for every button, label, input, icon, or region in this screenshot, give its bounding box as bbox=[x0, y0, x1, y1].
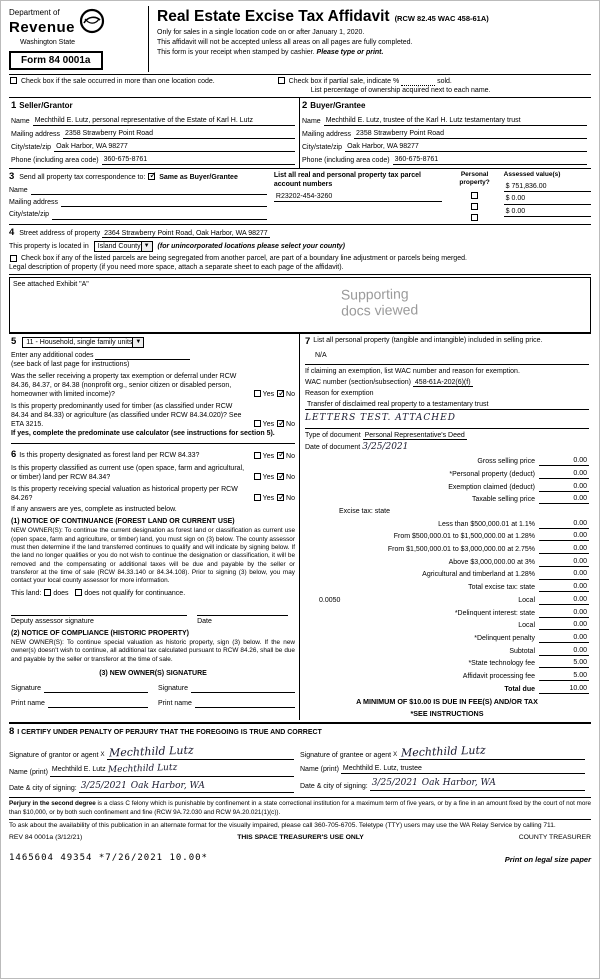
tax-line-value[interactable]: 0.00 bbox=[539, 595, 589, 605]
rcw-reference: (RCW 82.45 WAC 458-61A) bbox=[394, 14, 489, 23]
s6q3-no-checkbox[interactable] bbox=[277, 494, 284, 501]
grantor-date-handwriting: 3/25/2021 bbox=[80, 780, 127, 791]
tax-line-label: *Personal property (deduct) bbox=[449, 470, 535, 478]
land-does-checkbox[interactable] bbox=[44, 589, 51, 596]
s6q1-yes-checkbox[interactable] bbox=[254, 452, 261, 459]
tax-correspondence-section bbox=[9, 169, 591, 225]
seller-mailing-label: Mailing address bbox=[11, 130, 61, 138]
s6q2-yes-checkbox[interactable] bbox=[254, 473, 261, 480]
top-check-row bbox=[9, 74, 591, 98]
notice-compliance-title: (2) NOTICE OF COMPLIANCE (HISTORIC PROPERTY) bbox=[11, 629, 189, 637]
grantor-signature-handwriting: Mechthild Lutz bbox=[108, 743, 194, 760]
doc-type-value[interactable]: Personal Representative's Deed bbox=[364, 431, 465, 439]
certify-statement: I CERTIFY UNDER PENALTY OF PERJURY THAT THE FOREGOING IS TRUE AND CORRECT bbox=[17, 729, 322, 737]
tax-line-label: Subtotal bbox=[509, 647, 535, 655]
predominate-use-note: If yes, complete the predominate use calculator (see instructions for section 5). bbox=[11, 430, 275, 438]
grantee-date-handwriting: 3/25/2021 bbox=[371, 778, 418, 789]
section5-number: 5 bbox=[11, 336, 17, 348]
seller-name-value[interactable]: Mechthild E. Lutz, personal representative of the Estate of Karl H. Lutz bbox=[33, 116, 295, 126]
personal-property-checkbox-1[interactable] bbox=[471, 192, 478, 199]
buyer-city-label: City/state/zip bbox=[302, 143, 343, 151]
s5q1-yes-checkbox[interactable] bbox=[254, 390, 261, 397]
buyer-grantee-section bbox=[300, 98, 591, 168]
minimum-due-note: A MINIMUM OF $10.00 IS DUE IN FEE(S) AND/OR TAX bbox=[356, 696, 538, 706]
seller-title: Seller/Grantor bbox=[19, 101, 73, 111]
s5q1-no-checkbox[interactable] bbox=[277, 390, 284, 397]
tax-line-value[interactable]: 0.00 bbox=[539, 557, 589, 567]
chevron-down-icon: ▼ bbox=[132, 338, 143, 347]
assessed-values-header: Assessed value(s) bbox=[503, 170, 561, 178]
deputy-assessor-signature-line[interactable] bbox=[11, 607, 187, 616]
seller-city-label: City/state/zip bbox=[11, 143, 52, 151]
doc-date-value[interactable]: 3/25/2021 bbox=[362, 441, 409, 452]
tax-line-label: From $500,000.01 to $1,500,000.00 at 1.28% bbox=[393, 533, 535, 541]
buyer-phone-value[interactable]: 360-675-8761 bbox=[393, 155, 587, 165]
section7-number: 7 bbox=[305, 336, 311, 348]
grantor-name-line[interactable] bbox=[50, 764, 294, 777]
tax-line-label: Above $3,000,000.00 at 3% bbox=[448, 558, 535, 566]
buyer-mailing-label: Mailing address bbox=[302, 130, 352, 138]
grantee-date-city-label: Date & city of signing: bbox=[300, 782, 368, 790]
seller-grantor-section bbox=[9, 98, 300, 168]
reason-exemption-value[interactable]: Transfer of disclaimed real property to a testamentary trust bbox=[305, 400, 589, 410]
s5q2-no-checkbox[interactable] bbox=[277, 420, 284, 427]
grantee-name-line[interactable] bbox=[341, 764, 585, 774]
tax-line-label: Local bbox=[518, 622, 535, 630]
letters-test-handwriting: LETTERS TEST. ATTACHED bbox=[305, 413, 456, 424]
certification-section bbox=[9, 722, 591, 795]
owner-print-name-label-1: Print name bbox=[11, 700, 45, 708]
seller-mailing-value[interactable]: 2358 Strawberry Point Road bbox=[63, 129, 295, 139]
form-header bbox=[9, 6, 591, 74]
personal-property-checkbox-2[interactable] bbox=[471, 203, 478, 210]
deputy-date-label: Date bbox=[197, 617, 212, 625]
owner-signature-label-2: Signature bbox=[158, 685, 188, 693]
personal-property-checkbox-3[interactable] bbox=[471, 214, 478, 221]
grantor-date-city-label: Date & city of signing: bbox=[9, 785, 77, 793]
timber-agriculture-question: Is this property predominantly used for timber (as classified under RCW 84.34 and 84.33) or agriculture (as classified under RCW 84.34.020)? See ETA 3215. bbox=[11, 403, 242, 429]
cashier-stamp: 1465604 49354 *7/26/2021 10.00* bbox=[9, 853, 208, 864]
see-instructions-note: *SEE INSTRUCTIONS bbox=[410, 709, 484, 719]
ownership-percentage-note: List percentage of ownership acquired next to each name. bbox=[310, 87, 491, 95]
corr-name-input[interactable] bbox=[31, 187, 267, 195]
correspondence-intro: Send all property tax correspondence to: bbox=[19, 173, 146, 181]
section2-number: 2 bbox=[302, 100, 308, 112]
land-use-code-value: 11 - Household, single family units bbox=[26, 339, 133, 347]
grantor-name-print: Mechthild E. Lutz bbox=[51, 766, 106, 774]
corr-mailing-label: Mailing address bbox=[9, 199, 59, 207]
header-note-3: This form is your receipt when stamped by cashier. Please type or print. bbox=[157, 49, 384, 57]
owner-print-name-line-1[interactable] bbox=[48, 700, 148, 708]
corr-mailing-input[interactable] bbox=[61, 199, 267, 207]
s6q3-yes-checkbox[interactable] bbox=[254, 494, 261, 501]
form-number: Form 84 0001a bbox=[9, 51, 103, 70]
tax-line-value[interactable]: 0.00 bbox=[539, 582, 589, 592]
section4-number: 4 bbox=[9, 226, 15, 238]
left-column bbox=[9, 334, 300, 720]
grantee-city-handwriting: Oak Harbor, WA bbox=[421, 778, 496, 789]
s6q1-no-checkbox[interactable] bbox=[277, 452, 284, 459]
owner-signature-line-2[interactable] bbox=[191, 685, 295, 693]
grantor-sig-label: Signature of grantor or agent bbox=[9, 752, 99, 759]
land-use-section: 5 11 - Household, single family units ▼ Enter any additional codes (see back of last page for instructions) Was the seller receiving a property tax exemption or deferral under RCW 84.36, 84.37, or 84.38 (nonprofit org., senior citizen or disabled person, homeowner with limited income)? Yes ✓ No Is this property predominantly used for timber (as classified under RCW 84.34 and 84.33) or agriculture (as classified under RCW 84.34.020)? See ETA 3215. Yes ✓ No If yes, complete the predominate use calculator (see instructions for section 5). bbox=[11, 336, 295, 438]
section1-number: 1 bbox=[11, 100, 17, 112]
seller-name-label: Name bbox=[11, 117, 30, 125]
tax-line-label: Gross selling price bbox=[477, 458, 535, 466]
grantee-name-print: Mechthild E. Lutz, trustee bbox=[342, 765, 422, 773]
tax-line-label: Total excise tax: state bbox=[468, 584, 535, 592]
grantee-sig-label: Signature of grantee or agent bbox=[300, 752, 392, 759]
header-note-2: This affidavit will not be accepted unless all areas on all pages are fully completed. bbox=[157, 39, 413, 47]
dor-logo-icon bbox=[79, 8, 105, 37]
parties-section bbox=[9, 98, 591, 169]
chevron-down-icon: ▼ bbox=[141, 242, 152, 251]
seller-phone-label: Phone (including area code) bbox=[11, 156, 99, 164]
notice-continuance-body: NEW OWNER(S): To continue the current designation as forest land or classification as current use (open space, farm and agriculture, or timber) land, you must sign on (3) below. The county assessor must then determine if the land transferred continues to qualify and will indicate by signing below. If the land no longer qualifies or you do not wish to continue the designation or classification, it will be removed and the compensating or additional taxes will be due and payable by the seller or transferor at the time of sale (RCW 84.33.140 or 84.34.108). Prior to signing (3) below, you may contact your local county assessor for more information. bbox=[11, 527, 295, 585]
located-in-label: This property is located in bbox=[9, 243, 89, 251]
county-dropdown[interactable] bbox=[94, 241, 153, 252]
same-as-buyer-label: Same as Buyer/Grantee bbox=[159, 173, 238, 181]
header-note-1: Only for sales in a single location code on or after January 1, 2020. bbox=[157, 29, 365, 37]
wac-number-value[interactable]: 458-61A-202(6)(f) bbox=[414, 378, 471, 386]
corr-city-input[interactable] bbox=[52, 212, 267, 220]
deputy-date-line[interactable] bbox=[197, 607, 288, 616]
grantee-name-label: Name (print) bbox=[300, 766, 339, 774]
tax-line-value[interactable]: 0.00 bbox=[539, 544, 589, 554]
tax-line-label: From $1,500,000.01 to $3,000,000.00 at 2.75% bbox=[387, 546, 535, 554]
tax-computation-table bbox=[305, 456, 589, 693]
tax-line-label: Exemption claimed (deduct) bbox=[448, 483, 535, 491]
grantee-signature-line[interactable] bbox=[399, 745, 585, 760]
partial-sale-percent-input[interactable] bbox=[401, 78, 435, 86]
county-treasurer-label: COUNTY TREASURER bbox=[518, 834, 591, 842]
local-rate-value: 0.0050 bbox=[319, 596, 341, 604]
signature-x-mark: X bbox=[393, 752, 398, 759]
assessed-value-1[interactable]: $ 751,836.00 bbox=[504, 182, 591, 192]
rev-form-code: REV 84 0001a (3/12/21) bbox=[9, 834, 83, 842]
tax-line-value[interactable]: 0.00 bbox=[539, 646, 589, 656]
deputy-assessor-label: Deputy assessor signature bbox=[11, 617, 94, 625]
county-note: (for unincorporated locations please select your county) bbox=[157, 243, 346, 251]
tax-line-label: Affidavit processing fee bbox=[462, 672, 535, 680]
agency-block bbox=[9, 6, 149, 72]
multi-location-checkbox[interactable] bbox=[10, 77, 17, 84]
grantor-city-handwriting: Oak Harbor, WA bbox=[130, 780, 205, 791]
s6q2-no-checkbox[interactable] bbox=[277, 473, 284, 480]
street-address-label: Street address of property bbox=[19, 229, 101, 237]
legal-description-label: Legal description of property (if you need more space, attach a separate sheet to each page of the affidavit). bbox=[9, 264, 344, 272]
notice-compliance-body: NEW OWNER(S): To continue special valuation as historic property, sign (3) below. If the new owner(s) doesn't wish to continue, all additional tax calculated pursuant to RCW 84.26, shall be due and payable by the seller or transferor at the time of sale. bbox=[11, 639, 295, 663]
tax-line-value[interactable]: 0.00 bbox=[539, 633, 589, 643]
tax-line-label: *Delinquent penalty bbox=[474, 634, 535, 642]
buyer-name-label: Name bbox=[302, 117, 321, 125]
current-use-question: Is this property classified as current use (open space, farm and agricultural, or timber) land per RCW 84.34? bbox=[11, 464, 245, 482]
additional-codes-label: Enter any additional codes bbox=[11, 351, 94, 359]
multi-location-label: Check box if the sale occurred in more than one location code. bbox=[20, 77, 215, 85]
grantor-signature-line[interactable] bbox=[107, 745, 294, 760]
tax-line-label: Local bbox=[518, 596, 535, 604]
reason-exemption-label: Reason for exemption bbox=[305, 390, 374, 398]
tax-line-value[interactable]: 0.00 bbox=[539, 620, 589, 630]
personal-property-header: Personal property? bbox=[459, 170, 490, 187]
owner-signature-label-1: Signature bbox=[11, 685, 41, 693]
personal-property-list-label: List all personal property (tangible and intangible) included in selling price. bbox=[313, 337, 543, 345]
tax-line-value[interactable]: 0.00 bbox=[539, 482, 589, 492]
partial-sale-checkbox[interactable] bbox=[278, 77, 285, 84]
tax-line-label: Agricultural and timberland at 1.28% bbox=[422, 571, 535, 579]
segregated-label: Check box if any of the listed parcels are being segregated from another parcel, are part of a boundary line adjustment or parcels being merged. bbox=[21, 255, 467, 263]
tax-line-label: *Delinquent interest: state bbox=[454, 609, 535, 617]
buyer-city-value[interactable]: Oak Harbor, WA 98277 bbox=[345, 142, 587, 152]
tax-line-value[interactable]: 0.00 bbox=[539, 531, 589, 541]
tax-line-value[interactable]: 0.00 bbox=[539, 608, 589, 618]
land-use-code-dropdown[interactable] bbox=[22, 337, 144, 348]
tax-line-label: *State technology fee bbox=[468, 660, 535, 668]
notice-continuance-title: (1) NOTICE OF CONTINUANCE (FOREST LAND OR CURRENT USE) bbox=[11, 518, 235, 526]
doc-type-label: Type of document bbox=[305, 431, 361, 439]
grantor-date-city-line[interactable] bbox=[79, 781, 294, 794]
new-owner-signature-title: (3) NEW OWNER(S) SIGNATURE bbox=[99, 670, 207, 678]
exhibit-reference: See attached Exhibit "A" bbox=[13, 281, 89, 289]
total-due-label: Total due bbox=[504, 685, 535, 693]
tax-line-value[interactable]: 0.00 bbox=[539, 569, 589, 579]
tax-line-value[interactable]: 5.00 bbox=[539, 658, 589, 668]
tax-line-value[interactable]: 0.00 bbox=[539, 456, 589, 466]
legal-description-box[interactable] bbox=[9, 277, 591, 333]
property-address-section bbox=[9, 225, 591, 276]
partial-sale-sold-label: sold. bbox=[437, 77, 452, 85]
buyer-mailing-value[interactable]: 2358 Strawberry Point Road bbox=[354, 129, 587, 139]
seller-phone-value[interactable]: 360-675-8761 bbox=[102, 155, 295, 165]
owner-print-name-line-2[interactable] bbox=[195, 700, 295, 708]
grantee-date-city-line[interactable] bbox=[370, 778, 585, 791]
grantor-signature-block bbox=[9, 741, 300, 794]
tax-line-value[interactable]: 0.00 bbox=[539, 519, 589, 529]
perjury-notice: Perjury in the second degree is a class C felony which is punishable by confinement in a state correctional institution for a maximum term of five years, or by a fine in an amount fixed by the court of not more than $10,000, or by both such confinement and fine (RCW 9A.72.030 and RCW 9A.20.021(1)(c)). bbox=[9, 797, 591, 816]
signature-x-mark: X bbox=[100, 752, 105, 759]
buyer-name-value[interactable]: Mechthild E. Lutz, trustee of the Karl H. Lutz testamentary trust bbox=[324, 116, 587, 126]
land-qualify-row: This land: does does not qualify for continuance. bbox=[11, 589, 186, 597]
total-due-value[interactable]: 10.00 bbox=[539, 684, 589, 694]
same-as-buyer-checkbox[interactable] bbox=[148, 173, 155, 180]
street-address-value[interactable]: 2364 Strawberry Point Road, Oak Harbor, WA 98277 bbox=[104, 229, 268, 237]
parcel-number-value[interactable]: R23202-454-3260 bbox=[274, 192, 443, 202]
segregated-checkbox[interactable] bbox=[10, 255, 17, 262]
if-yes-note: If any answers are yes, complete as instructed below. bbox=[11, 506, 177, 514]
owner-print-name-label-2: Print name bbox=[158, 700, 192, 708]
grantee-signature-handwriting: Mechthild Lutz bbox=[400, 743, 486, 760]
s5q2-yes-checkbox[interactable] bbox=[254, 420, 261, 427]
parcel-numbers-header: List all real and personal property tax parcel account numbers bbox=[273, 171, 421, 188]
assessed-value-3[interactable]: $ 0.00 bbox=[504, 207, 591, 217]
partial-sale-label: Check box if partial sale, indicate % bbox=[288, 77, 400, 85]
owner-signature-line-1[interactable] bbox=[44, 685, 148, 693]
corr-name-label: Name bbox=[9, 187, 28, 195]
personal-property-list-value[interactable]: N/A bbox=[315, 351, 327, 359]
tax-line-label: Less than $500,000.01 at 1.1% bbox=[438, 520, 535, 528]
page-title: Real Estate Excise Tax Affidavit bbox=[157, 8, 390, 25]
forest-land-question: 6 Is this property designated as forest land per RCW 84.33? bbox=[11, 448, 200, 460]
tax-line-value[interactable]: 0.00 bbox=[539, 469, 589, 479]
exemption-intro: If claiming an exemption, list WAC number and reason for exemption. bbox=[305, 367, 520, 375]
legal-size-note: Print on legal size paper bbox=[504, 855, 591, 865]
tax-line-label: Taxable selling price bbox=[471, 496, 535, 504]
designation-section: 6 Is this property designated as forest land per RCW 84.33? Yes ✓ No Is this property classified as current use (open space, farm and agricultural, or timber) land per RCW 84.34? Yes ✓ No Is this property receiving special valuation as historical property per RCW 84.26? Yes ✓ No If any answers are yes, complete as instructed below. (1) NOTICE OF CONTINUANCE (FOREST LAND OR CURRENT USE) NEW OWNER(S): To continue the current designation as forest land or classification as current use (open space, farm and agriculture, or timber) land, you must sign on (3) below. The county assessor must then determine if the land transferred continues to qualify and will indicate by signing below. If the land no longer qualifies or you do not wish to continue the designation or classification, it will be removed and the compensating or additional taxes will be due and payable by the seller or transferor at the time of sale (RCW 84.33.140 or 84.34.108). Prior to signing (3) below, you may contact your local county assessor for more information. This land: does does not qualify for continuance. Deputy assessor signature Date (2) NOTICE OF COMPLIANCE (HISTORIC PROPERTY) NEW OWNER(S): To continue special valuation as historic property, sign (3) below. If the new owner(s) doesn't wish to continue, all additional tax calculated pursuant to RCW 84.26, shall be due and payable by the seller or transferor at the time of sale. (3) NEW OWNER(S) SIGNATURE Signature Signature Print name Print name bbox=[11, 443, 295, 709]
seller-city-value[interactable]: Oak Harbor, WA 98277 bbox=[54, 142, 295, 152]
additional-codes-note: (see back of last page for instructions) bbox=[11, 360, 130, 368]
section3-number: 3 bbox=[9, 170, 15, 182]
doc-date-label: Date of document bbox=[305, 443, 361, 451]
buyer-phone-label: Phone (including area code) bbox=[302, 156, 390, 164]
grantor-name-overwriting: Mechthild Lutz bbox=[107, 762, 177, 776]
excise-tax-state-header: Excise tax: state bbox=[339, 508, 390, 516]
wac-number-label: WAC number (section/subsection) bbox=[305, 378, 411, 386]
grantor-name-label: Name (print) bbox=[9, 768, 48, 776]
washington-state-label: Washington State bbox=[20, 38, 76, 46]
treasurer-space-label: THIS SPACE TREASURER'S USE ONLY bbox=[237, 834, 364, 842]
exemption-deferral-question: Was the seller receiving a property tax exemption or deferral under RCW 84.36, 84.37, or 84.38 (nonprofit org., senior citizen or disabled person, homeowner with limited income)? bbox=[11, 372, 237, 399]
revenue-wordmark: Revenue bbox=[9, 19, 76, 37]
supporting-docs-stamp: Supporting docs viewed bbox=[340, 285, 418, 320]
dept-of-label: Department of bbox=[9, 8, 60, 17]
land-does-not-checkbox[interactable] bbox=[75, 589, 82, 596]
buyer-title: Buyer/Grantee bbox=[310, 101, 366, 111]
additional-codes-input[interactable] bbox=[95, 352, 190, 360]
section8-number: 8 bbox=[9, 726, 15, 738]
county-selected-value: Island County bbox=[97, 243, 141, 251]
right-column bbox=[300, 334, 591, 720]
tax-line-value[interactable]: 0.00 bbox=[539, 494, 589, 504]
assessed-value-2[interactable]: $ 0.00 bbox=[504, 194, 591, 204]
accessibility-notice: To ask about the availability of this publication in an alternate format for the visually impaired, please call 360-705-6705. Teletype (TTY) users may use the WA Relay Service by calling 711. bbox=[9, 819, 591, 831]
grantee-signature-block bbox=[300, 741, 591, 794]
historical-property-question: Is this property receiving special valuation as historical property per RCW 84.26? bbox=[11, 486, 238, 503]
corr-city-label: City/state/zip bbox=[9, 211, 50, 219]
tax-line-value[interactable]: 5.00 bbox=[539, 671, 589, 681]
